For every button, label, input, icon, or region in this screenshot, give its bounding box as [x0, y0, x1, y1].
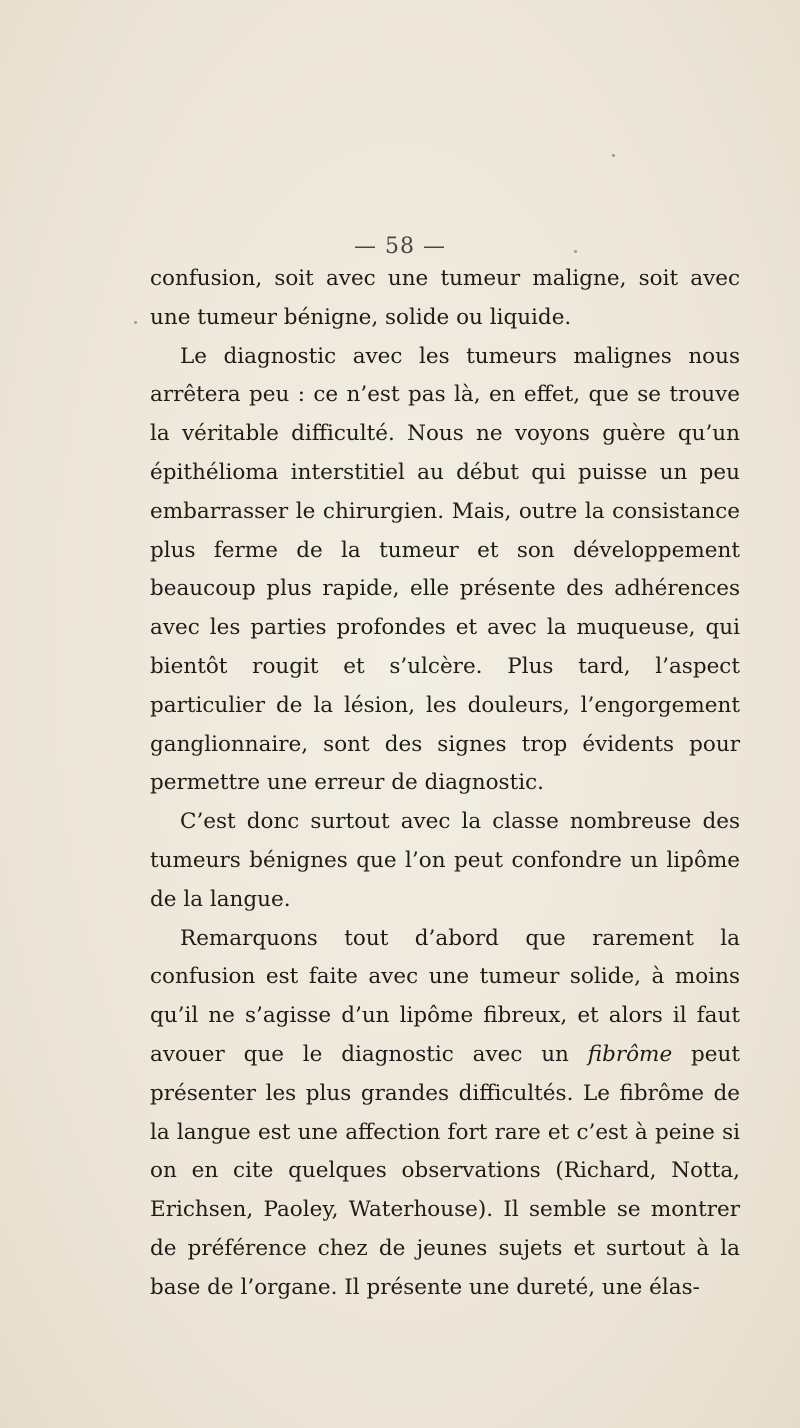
page-number: — 58 — — [354, 234, 446, 259]
paragraph-1: confusion, soit avec une tumeur maligne, soit avec une tumeur bénigne, solide ou liquide. — [150, 266, 740, 330]
ink-speck — [574, 250, 577, 253]
italic-term-fibrome: fibrôme — [587, 1041, 673, 1067]
paragraph-4-text-after: peut présenter les plus grandes difficultés. Le fibrôme de la langue est une affection fort rare et c’est à peine si on en cite quelques observations (Richard, Notta, Erichsen, Paoley, Waterhouse). Il semble se montrer de préférence chez de jeunes sujets et surtout à la base de l’organe. Il présente une dureté, une élas- — [150, 1041, 740, 1300]
paragraph-3: C’est donc surtout avec la classe nombreuse des tumeurs bénignes que l’on peut confondre un lipôme de la langue. — [150, 809, 740, 912]
paragraph-4-text-before: Remarquons tout d’abord que rarement la confusion est faite avec une tumeur solide, à moins qu’il ne s’agisse d’un lipôme fibreux, et alors il faut avouer que le diagnostic avec un — [150, 925, 740, 1067]
ink-speck — [134, 321, 137, 324]
ink-speck — [612, 154, 615, 157]
paragraph-2: Le diagnostic avec les tumeurs malignes nous arrêtera peu : ce n’est pas là, en effet, que se trouve la véritable difficulté. Nous ne voyons guère qu’un épithélioma interstitiel au début qui puisse un peu embarrasser le chirurgien. Mais, outre la consistance plus ferme de la tumeur et son développement beaucoup plus rapide, elle présente des adhérences avec les parties profondes et avec la muqueuse, qui bientôt rougit et s’ulcère. Plus tard, l’aspect particulier de la lésion, les douleurs, l’engorgement ganglionnaire, sont des signes trop évidents pour permettre une erreur de diagnostic. — [150, 343, 740, 796]
paragraph-4 — [150, 920, 740, 1308]
body-text — [150, 260, 740, 1308]
